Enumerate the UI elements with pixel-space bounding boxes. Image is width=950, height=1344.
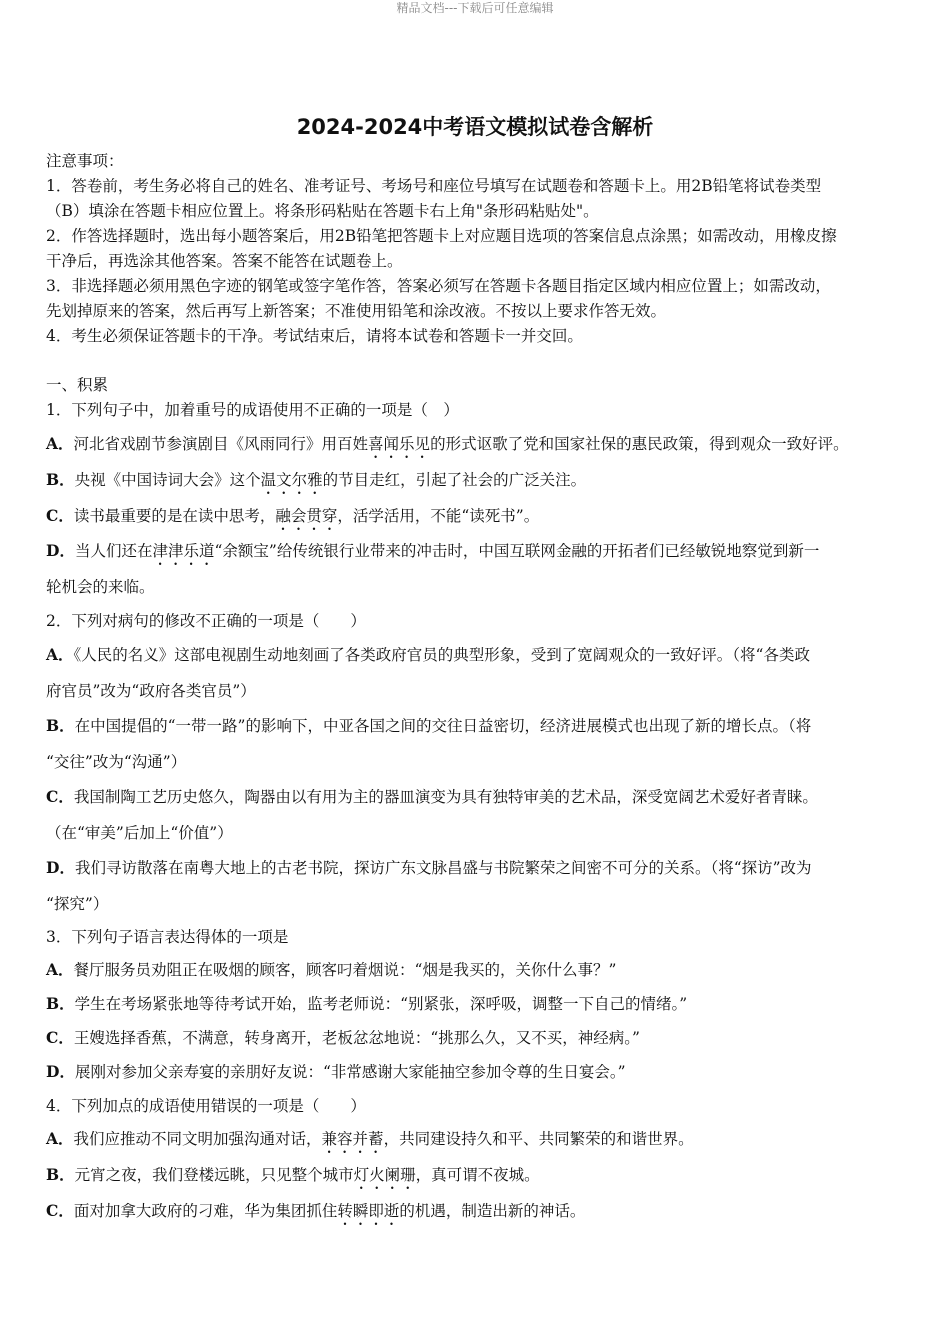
option-text: 我国制陶工艺历史悠久，陶器由以有用为主的器皿演变为具有独特审美的艺术品，深受宽阔艺术爱好者青睐。	[73, 788, 818, 806]
emphasized-idiom: 融会贯穿	[275, 507, 338, 525]
option-label: B．	[46, 994, 75, 1013]
option-d-continued: 轮机会的来临。	[46, 578, 155, 596]
option-label: A．	[46, 434, 74, 453]
option-text: 央视《中国诗词大会》这个	[74, 471, 261, 489]
notice-line: 3．非选择题必须用黑色字迹的钢笔或签字笔作答，答案必须写在答题卡各题目指定区域内相应位置上；如需改动，	[46, 277, 831, 295]
option-c	[46, 786, 914, 808]
option-text: 在中国提倡的“一带一路”的影响下，中亚各国之间的交往日益密切，经济进展模式也出现了新的增长点。（将	[74, 717, 812, 735]
section-title: 一、积累	[46, 376, 109, 394]
option-text: 王嫂选择香蕉，不满意，转身离开，老板忿忿地说：“挑那么久，又不买，神经病。”	[73, 1029, 640, 1047]
question-stem: 2．下列对病句的修改不正确的一项是（ ）	[46, 612, 366, 630]
option-a-continued: 府官员”改为“政府各类官员”）	[46, 682, 256, 700]
notice-line: 先划掉原来的答案，然后再写上新答案；不准使用铅笔和涂改液。不按以上要求作答无效。	[46, 302, 667, 320]
question-stem: 1．下列句子中，加着重号的成语使用不正确的一项是（ ）	[46, 401, 459, 419]
option-label: D．	[46, 1062, 75, 1081]
option-c-continued: （在“审美”后加上“价值”）	[46, 824, 233, 842]
option-c	[46, 1200, 914, 1229]
emphasized-idiom: 温文尔雅	[260, 471, 323, 489]
question-stem: 3．下列句子语言表达得体的一项是	[46, 928, 289, 946]
option-c	[46, 505, 914, 534]
option-text: 我们应推动不同文明加强沟通对话，	[73, 1130, 322, 1148]
emphasized-idiom: 喜闻乐见	[368, 435, 431, 453]
option-label: C．	[46, 1201, 74, 1220]
emphasized-idiom: 津津乐道	[152, 542, 215, 560]
option-b-continued: “交往”改为“沟通”）	[46, 753, 187, 771]
option-text: 的机遇，制造出新的神话。	[399, 1202, 586, 1220]
option-label: C．	[46, 1028, 74, 1047]
option-label: A．	[46, 960, 74, 979]
option-label: A．	[46, 645, 74, 664]
option-text: 餐厅服务员劝阻正在吸烟的顾客，顾客叼着烟说：“烟是我买的，关你什么事？”	[73, 961, 617, 979]
question-stem: 4．下列加点的成语使用错误的一项是（ ）	[46, 1097, 366, 1115]
notice-line: （B）填涂在答题卡相应位置上。将条形码粘贴在答题卡右上角"条形码粘贴处"。	[46, 202, 599, 220]
option-text: 当人们还在	[74, 542, 153, 560]
notice-line: 1．答卷前，考生务必将自己的姓名、准考证号、考场号和座位号填写在试题卷和答题卡上。用2B铅笔将试卷类型	[46, 177, 822, 195]
option-label: B．	[46, 1165, 75, 1184]
option-label: A．	[46, 1129, 74, 1148]
option-a	[46, 433, 914, 462]
option-text: 面对加拿大政府的刁难，华为集团抓住	[73, 1202, 338, 1220]
option-label: D．	[46, 541, 75, 560]
option-d	[46, 1061, 914, 1083]
emphasized-idiom: 转瞬即逝	[337, 1202, 400, 1220]
option-d-continued: “探究”）	[46, 895, 109, 913]
notice-heading: 注意事项：	[46, 152, 124, 170]
option-b	[46, 469, 914, 498]
option-text: ，真可谓不夜城。	[415, 1166, 540, 1184]
option-d	[46, 857, 914, 879]
option-b	[46, 715, 914, 737]
option-label: B．	[46, 716, 75, 735]
option-label: C．	[46, 787, 74, 806]
notice-line: 干净后，再选涂其他答案。答案不能答在试题卷上。	[46, 252, 403, 270]
emphasized-idiom: 灯火阑珊	[353, 1166, 416, 1184]
option-a	[46, 959, 914, 981]
option-text: ，活学活用，不能“读死书”。	[337, 507, 540, 525]
option-text: 河北省戏剧节参演剧目《风雨同行》用百姓	[73, 435, 369, 453]
option-text: 读书最重要的是在读中思考，	[73, 507, 276, 525]
option-text: 我们寻访散落在南粤大地上的古老书院，探访广东文脉昌盛与书院繁荣之间密不可分的关系。（将“探访”改为	[74, 859, 812, 877]
emphasized-idiom: 兼容并蓄	[321, 1130, 384, 1148]
option-text: 元宵之夜，我们登楼远眺，只见整个城市	[74, 1166, 354, 1184]
option-d	[46, 540, 914, 569]
option-a	[46, 644, 914, 666]
option-label: C．	[46, 506, 74, 525]
option-label: B．	[46, 470, 75, 489]
option-b	[46, 993, 914, 1015]
option-b	[46, 1164, 914, 1193]
option-text: ，共同建设持久和平、共同繁荣的和谐世界。	[383, 1130, 694, 1148]
option-text: 的形式讴歌了党和国家社保的惠民政策，得到观众一致好评。	[430, 435, 849, 453]
option-text: “余额宝”给传统银行业带来的冲击时，中国互联网金融的开拓者们已经敏锐地察觉到新一	[214, 542, 820, 560]
document-title: 2024-2024中考语文模拟试卷含解析	[296, 115, 654, 139]
page-header: 精品文档---下载后可任意编辑	[396, 1, 554, 15]
option-text: 的节目走红，引起了社会的广泛关注。	[322, 471, 587, 489]
option-text: 学生在考场紧张地等待考试开始，监考老师说：“别紧张，深呼吸，调整一下自己的情绪。”	[74, 995, 688, 1013]
option-a	[46, 1128, 914, 1157]
option-text: 展刚对参加父亲寿宴的亲朋好友说：“非常感谢大家能抽空参加令尊的生日宴会。”	[74, 1063, 626, 1081]
option-text: 《人民的名义》这部电视剧生动地刻画了各类政府官员的典型形象，受到了宽阔观众的一致好评。（将“各类政	[73, 646, 810, 664]
option-c	[46, 1027, 914, 1049]
notice-line: 4．考生必须保证答题卡的干净。考试结束后，请将本试卷和答题卡一并交回。	[46, 327, 583, 345]
notice-line: 2．作答选择题时，选出每小题答案后，用2B铅笔把答题卡上对应题目选项的答案信息点涂黑；如需改动，用橡皮擦	[46, 227, 837, 245]
option-label: D．	[46, 858, 75, 877]
